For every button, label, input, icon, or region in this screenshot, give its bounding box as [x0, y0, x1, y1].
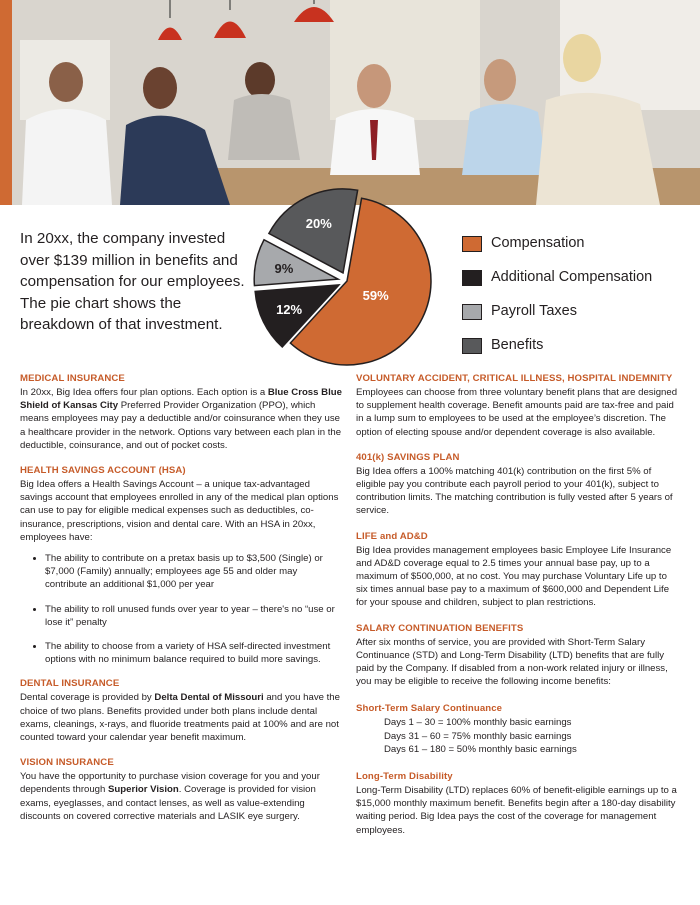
short-term-row: Days 31 – 60 = 75% monthly basic earnings	[384, 730, 572, 742]
dental-section	[20, 677, 342, 744]
hsa-body: Big Idea offers a Health Savings Account – a unique tax-advantaged savings account that employees enrolled in any of the medical plan options can use to pay for eligible medical expenses such as deductibles, co-insurance, prescriptions, vision and dental care. With an HSA in 20xx, employees have:	[20, 479, 339, 543]
list-item: • The ability to roll unused funds over year to year – there's no “use or lose it” penalty	[45, 603, 342, 629]
legend-item	[462, 300, 652, 323]
accent-bar	[0, 0, 12, 205]
dental-heading: DENTAL INSURANCE	[20, 678, 120, 690]
long-term-heading: Long-Term Disability	[356, 771, 453, 783]
hsa-section	[20, 464, 342, 666]
legend-swatch	[462, 270, 482, 286]
legend-label: Additional Compensation	[491, 268, 653, 285]
voluntary-heading: VOLUNTARY ACCIDENT, CRITICAL ILLNESS, HOSPITAL INDEMNITY	[356, 373, 673, 384]
life-section	[356, 530, 678, 610]
pie-data-label: 9%	[274, 260, 294, 276]
list-item: • The ability to contribute on a pretax basis up to $3,500 (Single) or $7,000 (Family) annually; employees age 55 and older may contribute an additional $1,000 per year	[45, 552, 342, 592]
right-column	[356, 372, 678, 849]
k401-body: Big Idea offers a 100% matching 401(k) contribution on the first 5% of eligible pay you contribute each payroll period to your 401(k), subject to contribution limits. The matching contribution is fully vested after 5 years of service.	[356, 465, 673, 517]
legend-item	[462, 334, 652, 357]
short-term-section	[356, 702, 678, 756]
long-term-body: Long-Term Disability (LTD) replaces 60% of benefit-eligible earnings up to a $15,000 monthly maximum benefit. Benefits begin after a 180-day disability waiting period. Big Idea pays the cost of the coverage for management employees.	[356, 785, 677, 836]
pie-chart	[243, 185, 453, 370]
left-column	[20, 372, 342, 835]
chart-legend	[462, 232, 652, 368]
short-term-heading: Short-Term Salary Continuance	[356, 703, 503, 715]
intro-text: In 20xx, the company invested over $139 million in benefits and compensation for our employees. The pie chart shows the breakdown of that investment.	[20, 230, 245, 333]
medical-body: In 20xx, Big Idea offers four plan options. Each option is a Blue Cross Blue Shield of Kansas City Preferred Provider Organization (PPO), which means employees may pay a deductible and/or coinsurance when they use a healthcare provider in the network. Options vary between each plan in the deductible, coinsurance, and out of pocket costs.	[20, 387, 342, 451]
vision-heading: VISION INSURANCE	[20, 757, 114, 769]
photo-illustration	[0, 0, 700, 205]
life-heading: LIFE and AD&D	[356, 530, 428, 542]
hsa-bullet-list	[20, 552, 342, 666]
medical-section	[20, 372, 342, 452]
vision-section	[20, 756, 342, 823]
short-term-row: Days 1 – 30 = 100% monthly basic earnings	[384, 717, 572, 729]
life-body: Big Idea provides management employees basic Employee Life Insurance and AD&D coverage equal to 2.5 times your annual base pay, up to a maximum of $500,000, at no cost. You may purchase Voluntary Life up to six times annual base pay to a maximum of $600,000 and Dependent Life for your spouse and children, subject to plan restrictions.	[356, 544, 672, 609]
salary-heading: SALARY CONTINUATION BENEFITS	[356, 622, 524, 634]
legend-item	[462, 232, 652, 255]
k401-section	[356, 451, 678, 518]
voluntary-section	[356, 372, 678, 439]
short-term-row: Days 61 – 180 = 50% monthly basic earnings	[384, 743, 577, 755]
legend-swatch	[462, 236, 482, 252]
dental-body: Dental coverage is provided by Delta Dental of Missouri and you have the choice of two plans. Benefits provided under both plans include dental exams, cleanings, x-rays, and fluoride treatments paid at 100% and are not counted toward your calendar year benefit maximum.	[20, 692, 340, 744]
legend-swatch	[462, 338, 482, 354]
legend-swatch	[462, 304, 482, 320]
k401-heading: 401(k) SAVINGS PLAN	[356, 451, 460, 463]
salary-section	[356, 622, 678, 689]
legend-label: Payroll Taxes	[491, 302, 577, 319]
legend-label: Benefits	[491, 336, 544, 353]
list-item: • The ability to choose from a variety of HSA self-directed investment options with no minimum balance required to build more savings.	[45, 640, 342, 666]
pie-data-label: 12%	[276, 302, 303, 318]
salary-body: After six months of service, you are provided with Short-Term Salary Continuance (STD) and Long-Term Disability (LTD) benefits that are fully paid by the Company. If disabled from a non-work related injury or illness, you may be eligible to receive the following income benefits:	[356, 636, 668, 688]
voluntary-body: Employees can choose from three voluntary benefit plans that are designed to supplement health coverage. Benefit amounts paid are tax-free and paid in a lump sum to employees to be used at the employee’s discretion. The option of electing spouse and/or dependent coverage is also available.	[356, 387, 678, 438]
hsa-heading: HEALTH SAVINGS ACCOUNT (HSA)	[20, 465, 186, 477]
long-term-section	[356, 770, 678, 837]
office-meeting-photo	[0, 0, 700, 205]
vision-body: You have the opportunity to purchase vision coverage for you and your dependents through Superior Vision. Coverage is provided for vision exams, eyeglasses, and contact lenses, as well as value-extending discounts on covered corrective materials and LASIK eye surgery.	[20, 771, 320, 822]
pie-data-label: 20%	[305, 216, 332, 232]
pie-data-label: 59%	[362, 288, 389, 304]
legend-item	[462, 266, 652, 289]
medical-heading: MEDICAL INSURANCE	[20, 373, 125, 384]
legend-label: Compensation	[491, 234, 585, 251]
